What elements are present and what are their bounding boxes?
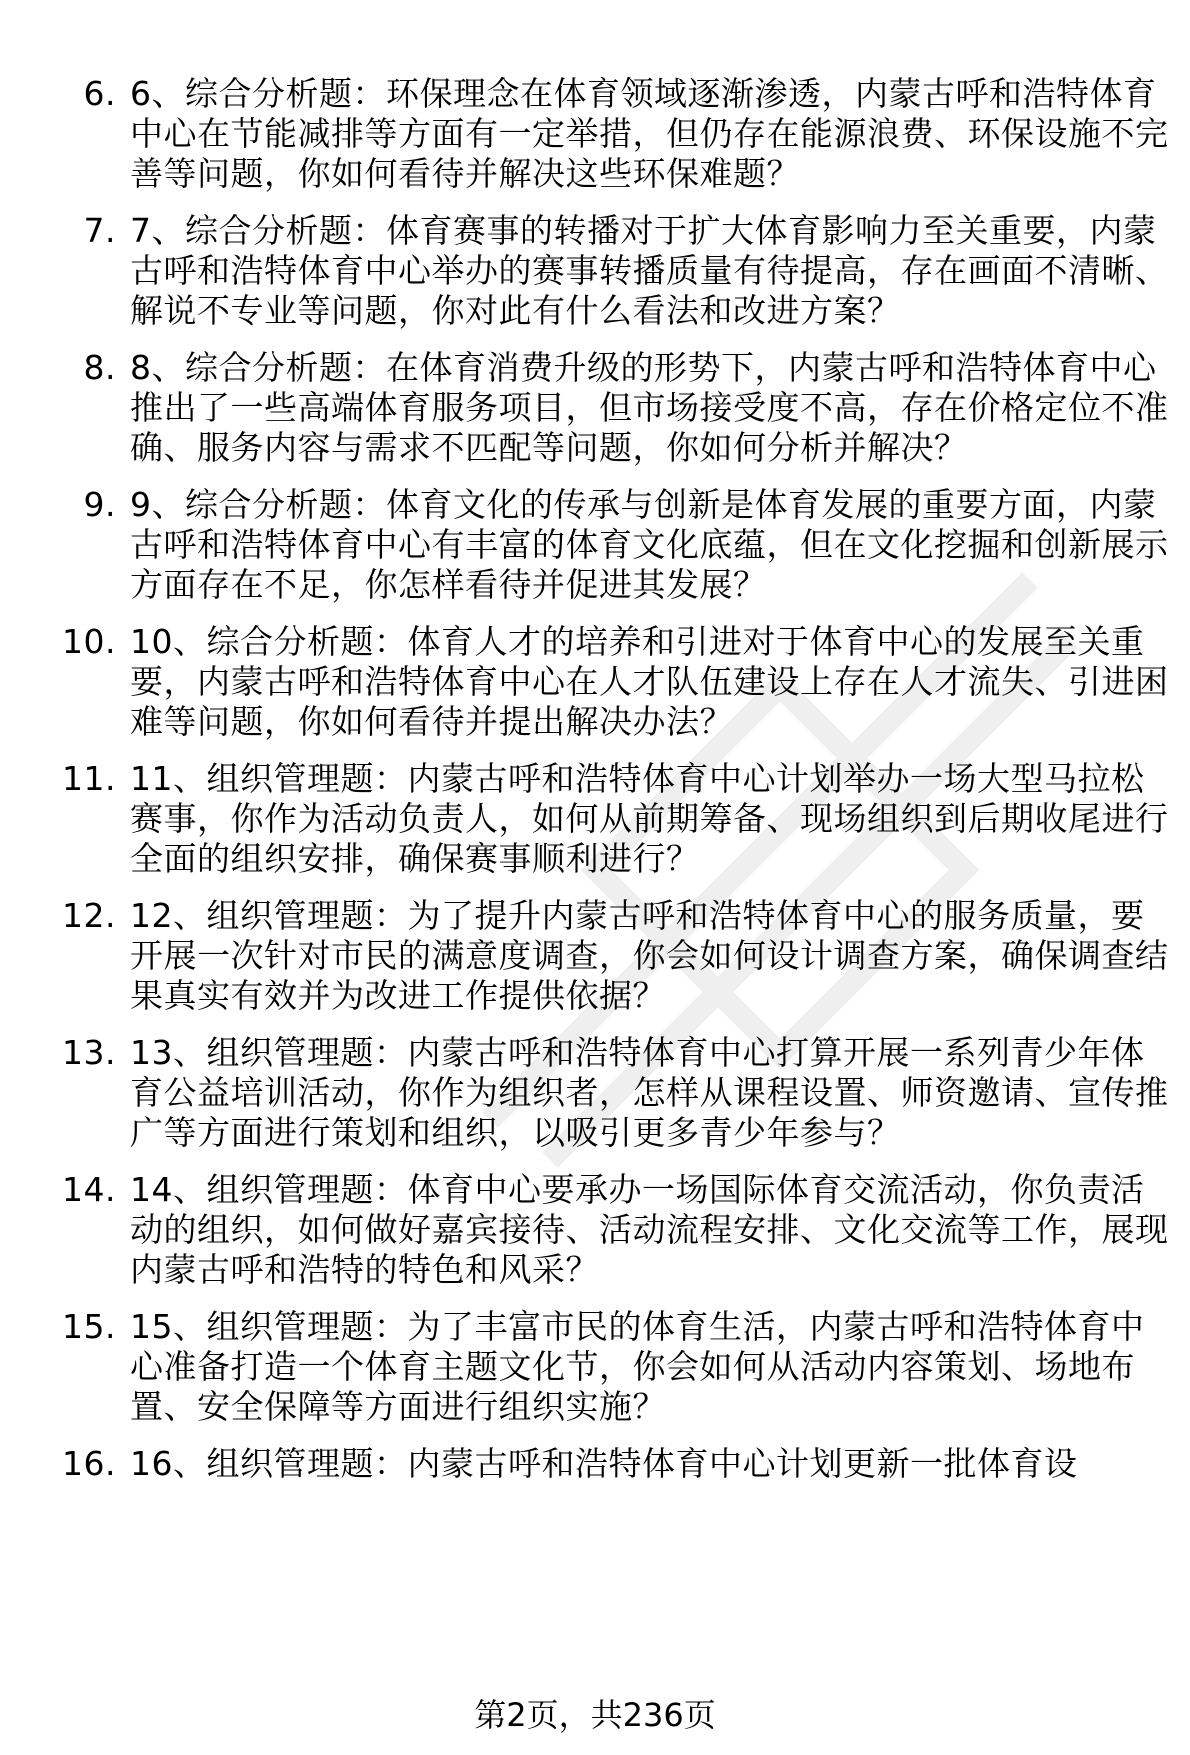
question-number: 15. <box>62 1307 116 1346</box>
question-item <box>0 211 1190 331</box>
question-number: 6. <box>83 74 116 113</box>
question-number: 12. <box>62 896 116 935</box>
question-text: 11、组织管理题：内蒙古呼和浩特体育中心计划举办一场大型马拉松赛事，你作为活动负责人，如何从前期筹备、现场组织到后期收尾进行全面的组织安排，确保赛事顺利进行？ <box>130 759 1169 878</box>
question-number: 9. <box>83 485 116 524</box>
question-text: 15、组织管理题：为了丰富市民的体育生活，内蒙古呼和浩特体育中心准备打造一个体育主题文化节，你会如何从活动内容策划、场地布置、安全保障等方面进行组织实施？ <box>130 1307 1145 1426</box>
question-number: 13. <box>62 1033 116 1072</box>
question-text: 6、综合分析题：环保理念在体育领域逐渐渗透，内蒙古呼和浩特体育中心在节能减排等方面有一定举措，但仍存在能源浪费、环保设施不完善等问题，你如何看待并解决这些环保难题？ <box>130 74 1169 193</box>
question-item <box>0 759 1190 879</box>
question-text: 13、组织管理题：内蒙古呼和浩特体育中心打算开展一系列青少年体育公益培训活动，你作为组织者，怎样从课程设置、师资邀请、宣传推广等方面进行策划和组织，以吸引更多青少年参与？ <box>130 1033 1169 1152</box>
question-number: 10. <box>62 622 116 661</box>
question-item <box>0 1033 1190 1153</box>
question-text: 8、综合分析题：在体育消费升级的形势下，内蒙古呼和浩特体育中心推出了一些高端体育服务项目，但市场接受度不高，存在价格定位不准确、服务内容与需求不匹配等问题，你如何分析并解决？ <box>130 348 1169 467</box>
question-item <box>0 1307 1190 1427</box>
question-item <box>0 896 1190 1016</box>
question-list <box>0 74 1190 1501</box>
question-number: 8. <box>83 348 116 387</box>
question-text: 7、综合分析题：体育赛事的转播对于扩大体育影响力至关重要，内蒙古呼和浩特体育中心举办的赛事转播质量有待提高，存在画面不清晰、解说不专业等问题，你对此有什么看法和改进方案？ <box>130 211 1169 330</box>
question-number: 16. <box>62 1444 116 1483</box>
question-item <box>0 1444 1190 1484</box>
question-number: 14. <box>62 1170 116 1209</box>
question-item <box>0 1170 1190 1290</box>
question-number: 7. <box>83 211 116 250</box>
question-text: 16、组织管理题：内蒙古呼和浩特体育中心计划更新一批体育设 <box>130 1444 1078 1483</box>
question-text: 9、综合分析题：体育文化的传承与创新是体育发展的重要方面，内蒙古呼和浩特体育中心有丰富的体育文化底蕴，但在文化挖掘和创新展示方面存在不足，你怎样看待并促进其发展？ <box>130 485 1169 604</box>
question-text: 10、综合分析题：体育人才的培养和引进对于体育中心的发展至关重要，内蒙古呼和浩特体育中心在人才队伍建设上存在人才流失、引进困难等问题，你如何看待并提出解决办法？ <box>130 622 1169 741</box>
question-text: 14、组织管理题：体育中心要承办一场国际体育交流活动，你负责活动的组织，如何做好嘉宾接待、活动流程安排、文化交流等工作，展现内蒙古呼和浩特的特色和风采？ <box>130 1170 1169 1289</box>
question-text: 12、组织管理题：为了提升内蒙古呼和浩特体育中心的服务质量，要开展一次针对市民的满意度调查，你会如何设计调查方案，确保调查结果真实有效并为改进工作提供依据？ <box>130 896 1169 1015</box>
page-footer: 第2页，共236页 <box>474 1696 716 1734</box>
question-item <box>0 485 1190 605</box>
question-item <box>0 348 1190 468</box>
question-number: 11. <box>62 759 116 798</box>
question-item <box>0 622 1190 742</box>
question-item <box>0 74 1190 194</box>
